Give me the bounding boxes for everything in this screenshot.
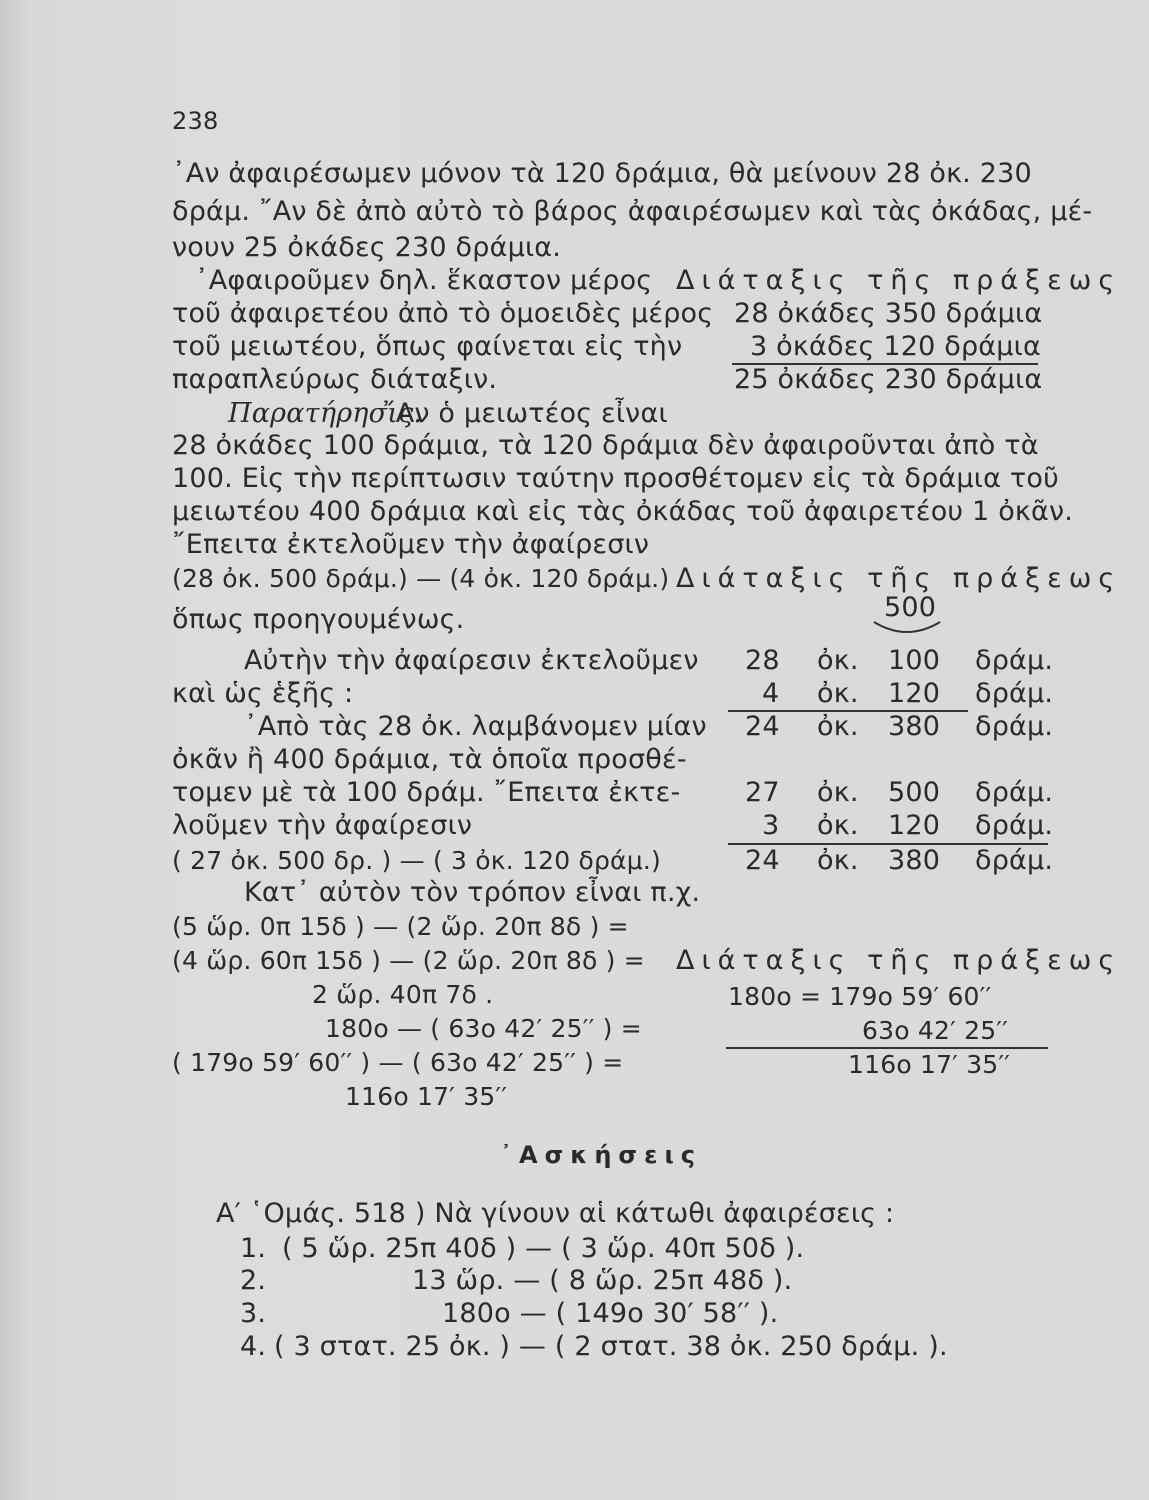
- layout3-r1-c: 500: [888, 777, 941, 808]
- layout3-r2-d: δράμ.: [975, 810, 1054, 841]
- layout3-r2-b: ὀκ.: [817, 810, 859, 841]
- layout2-r1-a: 28: [745, 645, 780, 676]
- time-line-7: 116ο 17′ 35′′: [345, 1082, 508, 1111]
- para3-line-5: τομεν μὲ τὰ 100 δράμ. ῎Επειτα ἐκτε-: [172, 777, 681, 808]
- layout1-row-1: 28 ὀκάδες 350 δράμια: [734, 298, 1043, 329]
- para3-line-7: ( 27 ὀκ. 500 δρ. ) — ( 3 ὀκ. 120 δράμ.): [172, 846, 661, 875]
- layout3-r1-a: 27: [745, 777, 780, 808]
- time-line-3: (4 ὥρ. 60π 15δ ) — (2 ὥρ. 20π 8δ ) =: [172, 946, 645, 975]
- remark-line-5: ῎Επειτα ἐκτελοῦμεν τὴν ἀφαίρεσιν: [172, 529, 650, 560]
- exercise-2-text: 13 ὥρ. — ( 8 ὥρ. 25π 48δ ).: [412, 1265, 793, 1296]
- layout4-row-1: 180ο = 179ο 59′ 60′′: [728, 982, 992, 1011]
- remark-line-7: ὅπως προηγουμένως.: [172, 604, 465, 635]
- layout3-r3-a: 24: [745, 845, 780, 876]
- layout2-r1-c: 100: [888, 645, 941, 676]
- exercise-3-number: 3.: [240, 1298, 267, 1329]
- intro-line-3: νουν 25 ὀκάδες 230 δράμια.: [172, 232, 562, 263]
- group-line: Α′ ῾Ομάς. 518 ) Νὰ γίνουν αἱ κάτωθι ἀφαιρέσεις :: [216, 1198, 895, 1229]
- para3-line-1: Αὐτὴν τὴν ἀφαίρεσιν ἐκτελοῦμεν: [244, 645, 699, 676]
- layout2-r3-c: 380: [888, 711, 941, 742]
- layout4-row-3: 116ο 17′ 35′′: [848, 1050, 1011, 1079]
- time-line-1: Κατ᾿ αὐτὸν τὸν τρόπον εἶναι π.χ.: [244, 877, 701, 908]
- time-line-2: (5 ὥρ. 0π 15δ ) — (2 ὥρ. 20π 8δ ) =: [172, 912, 629, 941]
- para2-line-3: τοῦ μειωτέου, ὅπως φαίνεται εἰς τὴν: [172, 331, 683, 362]
- page-number: 238: [172, 107, 219, 135]
- layout2-r3-a: 24: [745, 711, 780, 742]
- exercise-4-number: 4.: [240, 1331, 267, 1362]
- layout3-r3-c: 380: [888, 845, 941, 876]
- para3-line-2: καὶ ὡς ἑξῆς :: [172, 678, 354, 709]
- layout2-r3-b: ὀκ.: [817, 711, 859, 742]
- layout2-r1-d: δράμ.: [975, 645, 1054, 676]
- remark-label: Παρατήρησις.: [228, 398, 423, 429]
- para3-line-6: λοῦμεν τὴν ἀφαίρεσιν: [172, 810, 473, 841]
- remark-line-4: μειωτέου 400 δράμια καὶ εἰς τὰς ὀκάδας τοῦ ἀφαιρετέου 1 ὀκᾶν.: [172, 496, 1074, 527]
- layout1-row-3: 25 ὀκάδες 230 δράμια: [734, 364, 1043, 395]
- para2-line-2: τοῦ ἀφαιρετέου ἀπὸ τὸ ὁμοειδὲς μέρος: [172, 298, 714, 329]
- layout2-r2-b: ὀκ.: [817, 678, 859, 709]
- remark-line-1: ῎Αν ὁ μειωτέος εἶναι: [382, 398, 668, 429]
- remark-line-3: 100. Εἰς τὴν περίπτωσιν ταύτην προσθέτομεν εἰς τὰ δράμια τοῦ: [172, 463, 1059, 494]
- layout3-r1-d: δράμ.: [975, 777, 1054, 808]
- layout3-r3-b: ὀκ.: [817, 845, 859, 876]
- exercise-4-text: ( 3 στατ. 25 ὀκ. ) — ( 2 στατ. 38 ὀκ. 250 δράμ. ).: [274, 1331, 948, 1362]
- layout1-row-2: 3 ὀκάδες 120 δράμια: [750, 331, 1042, 362]
- layout2-r3-d: δράμ.: [975, 711, 1054, 742]
- layout3-r2-a: 3: [762, 810, 780, 841]
- layout3-r1-b: ὀκ.: [817, 777, 859, 808]
- layout3-r2-c: 120: [888, 810, 941, 841]
- layout2-r2-c: 120: [888, 678, 941, 709]
- layout2-r2-d: δράμ.: [975, 678, 1054, 709]
- para3-line-3: ᾿Απὸ τὰς 28 ὀκ. λαμβάνομεν μίαν: [244, 711, 707, 742]
- layout4-row-2: 63ο 42′ 25′′: [862, 1016, 1009, 1045]
- para3-line-4: ὀκᾶν ἢ 400 δράμια, τὰ ὁποῖα προσθέ-: [172, 744, 687, 775]
- layout2-r1-b: ὀκ.: [817, 645, 859, 676]
- time-line-6: ( 179ο 59′ 60′′ ) — ( 63ο 42′ 25′′ ) =: [172, 1048, 624, 1077]
- exercise-1-number: 1.: [240, 1233, 267, 1264]
- brace-value: 500: [884, 592, 937, 623]
- layout2-r2-a: 4: [762, 678, 780, 709]
- exercise-2-number: 2.: [240, 1265, 267, 1296]
- exercise-3-text: 180ο — ( 149ο 30′ 58′′ ).: [442, 1298, 779, 1329]
- layout-heading-1: Διάταξις τῆς πράξεως: [676, 265, 1122, 296]
- layout-heading-3: Διάταξις τῆς πράξεως: [676, 945, 1122, 976]
- time-line-4: 2 ὥρ. 40π 7δ .: [312, 980, 494, 1009]
- para2-line-1: ᾿Αφαιροῦμεν δηλ. ἕκαστον μέρος: [195, 265, 653, 296]
- para2-line-4: παραπλεύρως διάταξιν.: [172, 364, 498, 395]
- intro-line-2: δράμ. ῎Αν δὲ ἀπὸ αὐτὸ τὸ βάρος ἀφαιρέσωμεν καὶ τὰς ὀκάδας, μέ-: [172, 196, 1093, 227]
- intro-line-1: ᾿Αν ἀφαιρέσωμεν μόνον τὰ 120 δράμια, θὰ μείνουν 28 ὀκ. 230: [172, 158, 1032, 189]
- exercises-title: ᾿Ασκήσεις: [500, 1141, 703, 1169]
- layout-heading-2: Διάταξις τῆς πράξεως: [676, 563, 1122, 594]
- remark-line-2: 28 ὀκάδες 100 δράμια, τὰ 120 δράμια δὲν ἀφαιροῦνται ἀπὸ τὰ: [172, 430, 1039, 461]
- remark-line-6: (28 ὀκ. 500 δράμ.) — (4 ὀκ. 120 δράμ.): [172, 564, 670, 593]
- exercise-1-text: ( 5 ὥρ. 25π 40δ ) — ( 3 ὥρ. 40π 50δ ).: [282, 1233, 805, 1264]
- underbrace: [872, 620, 942, 638]
- layout3-r3-d: δράμ.: [975, 845, 1054, 876]
- time-line-5: 180ο — ( 63ο 42′ 25′′ ) =: [325, 1014, 642, 1043]
